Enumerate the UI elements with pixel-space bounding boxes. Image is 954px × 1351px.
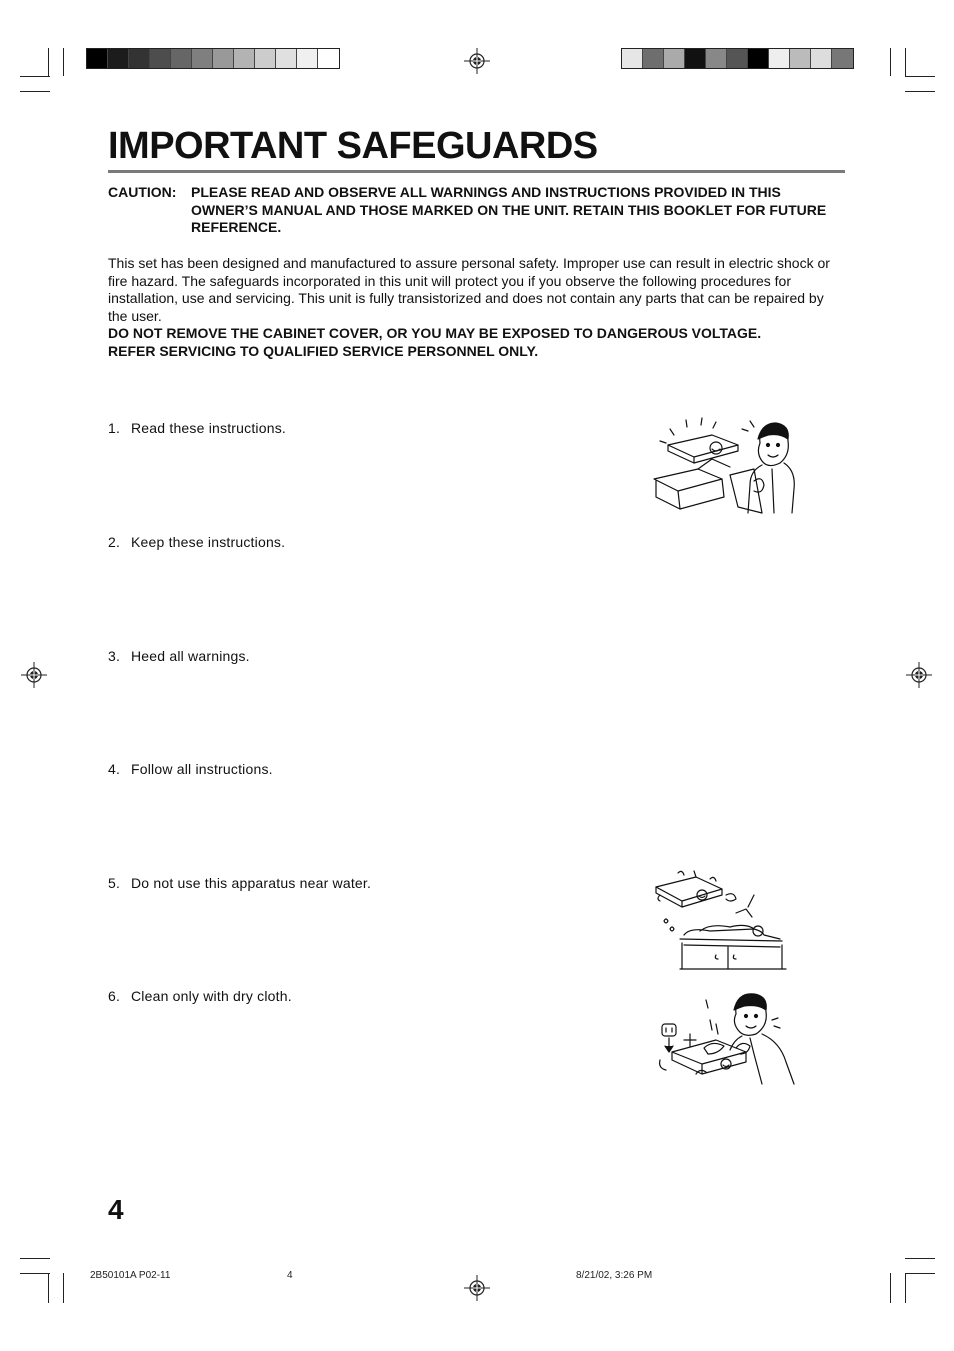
intro-block bbox=[108, 255, 833, 360]
list-item bbox=[108, 987, 292, 1005]
crop-mark bbox=[905, 48, 906, 76]
registration-mark-icon bbox=[464, 1275, 490, 1301]
crop-mark bbox=[905, 1273, 935, 1274]
item-number: 3. bbox=[108, 648, 121, 664]
registration-mark-icon bbox=[21, 662, 47, 688]
crop-mark bbox=[20, 91, 50, 92]
crop-mark bbox=[890, 48, 891, 76]
crop-mark bbox=[20, 1273, 50, 1274]
item-number: 1. bbox=[108, 420, 121, 436]
item-number: 5. bbox=[108, 875, 121, 891]
footer-timestamp: 8/21/02, 3:26 PM bbox=[576, 1270, 653, 1281]
item-number: 6. bbox=[108, 988, 121, 1004]
caution-label: CAUTION: bbox=[108, 184, 177, 200]
cabinet-warning: DO NOT REMOVE THE CABINET COVER, OR YOU MAY BE EXPOSED TO DANGEROUS VOLTAGE. bbox=[108, 325, 762, 341]
list-item bbox=[108, 874, 371, 892]
crop-mark bbox=[905, 1258, 935, 1259]
item-text: Clean only with dry cloth. bbox=[131, 988, 292, 1004]
man-cleaning-apparatus-illustration bbox=[650, 990, 800, 1090]
list-item bbox=[108, 760, 273, 778]
registration-mark-icon bbox=[906, 662, 932, 688]
crop-mark bbox=[905, 76, 935, 77]
man-reading-manual-illustration bbox=[650, 415, 800, 517]
crop-mark bbox=[890, 1273, 891, 1303]
grey-scale-bar-left bbox=[86, 48, 340, 69]
item-text: Follow all instructions. bbox=[131, 761, 273, 777]
grey-scale-bar-right bbox=[621, 48, 854, 69]
crop-mark bbox=[20, 1258, 50, 1259]
apparatus-near-water-illustration bbox=[650, 865, 790, 971]
intro-paragraph: This set has been designed and manufactured to assure personal safety. Improper use can result in electric shock or fire hazard. The safeguards incorporated in this unit will protect you if you observe the following procedures for installation, use and servicing. This unit is fully transistorized and does not contain any parts that can be repaired by the user. bbox=[108, 255, 830, 324]
title-rule bbox=[108, 170, 845, 173]
page-title: IMPORTANT SAFEGUARDS bbox=[108, 125, 598, 167]
crop-mark bbox=[63, 48, 64, 76]
footer-page: 4 bbox=[287, 1270, 293, 1281]
crop-mark bbox=[905, 91, 935, 92]
list-item bbox=[108, 533, 285, 551]
crop-mark bbox=[48, 48, 49, 76]
list-item bbox=[108, 647, 250, 665]
list-item bbox=[108, 419, 286, 437]
page-number: 4 bbox=[108, 1194, 124, 1225]
servicing-warning: REFER SERVICING TO QUALIFIED SERVICE PERSONNEL ONLY. bbox=[108, 342, 539, 359]
item-text: Read these instructions. bbox=[131, 420, 286, 436]
item-number: 2. bbox=[108, 534, 121, 550]
footer-code: 2B50101A P02-11 bbox=[90, 1270, 171, 1281]
item-text: Heed all warnings. bbox=[131, 648, 250, 664]
crop-mark bbox=[63, 1273, 64, 1303]
crop-mark bbox=[905, 1273, 906, 1303]
crop-mark bbox=[48, 1273, 49, 1303]
registration-mark-icon bbox=[464, 48, 490, 74]
item-number: 4. bbox=[108, 761, 121, 777]
item-text: Do not use this apparatus near water. bbox=[131, 875, 372, 891]
crop-mark bbox=[20, 76, 50, 77]
item-text: Keep these instructions. bbox=[131, 534, 286, 550]
caution-text: PLEASE READ AND OBSERVE ALL WARNINGS AND INSTRUCTIONS PROVIDED IN THIS OWNER’S MANUAL AND THOSE MARKED ON THE UNIT. RETAIN THIS BOOKLET FOR FUTURE REFERENCE. bbox=[191, 184, 827, 235]
